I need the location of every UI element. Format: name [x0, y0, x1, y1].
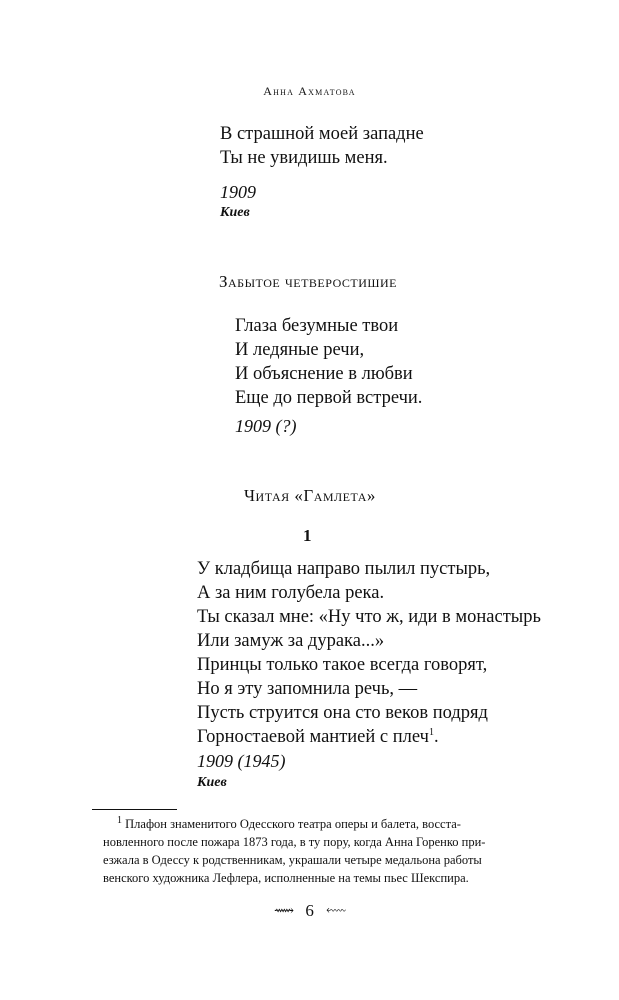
verse-line-end: . [433, 727, 439, 747]
page-number: 6 [305, 901, 314, 920]
running-header-author: Анна Ахматова [263, 84, 356, 98]
verse-line: Ты сказал мне: «Ну что ж, иди в монастырь [197, 607, 541, 627]
poem3-place: Киев [197, 775, 227, 790]
verse-line: Глаза безумные твои [235, 316, 399, 336]
poem-title-forgotten-quatrain: Забытое четверостишие [219, 272, 397, 291]
section-number: 1 [303, 526, 312, 545]
verse-line: Еще до первой встречи. [235, 388, 423, 408]
poem2-verse [235, 314, 422, 410]
verse-line: Но я эту запомнила речь, — [197, 679, 418, 699]
verse-line-last [197, 725, 541, 749]
verse-line: У кладбища направо пылил пустырь, [197, 559, 491, 579]
footnote-separator [92, 809, 177, 810]
verse-line: А за ним голубела река. [197, 583, 385, 603]
poem-title-reading-hamlet: Читая «Гамлета» [244, 486, 376, 505]
poem-end-verse [220, 122, 424, 170]
left-ornament-icon: ⟿ [273, 904, 294, 919]
footnote-reference: 1 [428, 726, 434, 738]
poem-end-date: 1909 [220, 182, 256, 202]
verse-line: Ты не увидишь меня. [220, 148, 388, 168]
right-ornament-icon: ⬳ [326, 904, 346, 919]
poem2-date: 1909 (?) [235, 416, 297, 436]
footnote-line: езжала в Одессу к родственникам, украшали четыре медальона работы [103, 853, 482, 867]
footnote-line [103, 815, 535, 833]
poem3-verse [197, 557, 541, 749]
footnote-line: новленного после пожара 1873 года, в ту пору, когда Анна Горенко при- [103, 835, 486, 849]
footnote-text: Плафон знаменитого Одесского театра оперы и балета, восста- [125, 817, 461, 831]
verse-line: В страшной моей западне [220, 124, 424, 144]
verse-line: Или замуж за дурака...» [197, 631, 385, 651]
page-folio [0, 900, 619, 923]
footnote-number: 1 [117, 814, 122, 826]
verse-line-text: Горностаевой мантией с плеч [197, 727, 429, 747]
footnote [103, 815, 535, 887]
verse-line: Принцы только такое всегда говорят, [197, 655, 488, 675]
verse-line: И ледяные речи, [235, 340, 365, 360]
verse-line: И объяснение в любви [235, 364, 413, 384]
verse-line: Пусть струится она сто веков подряд [197, 703, 488, 723]
poem3-date: 1909 (1945) [197, 751, 286, 771]
footnote-line: венского художника Лефлера, исполненные на темы пьес Шекспира. [103, 871, 469, 885]
poem-end-place: Киев [220, 205, 250, 220]
